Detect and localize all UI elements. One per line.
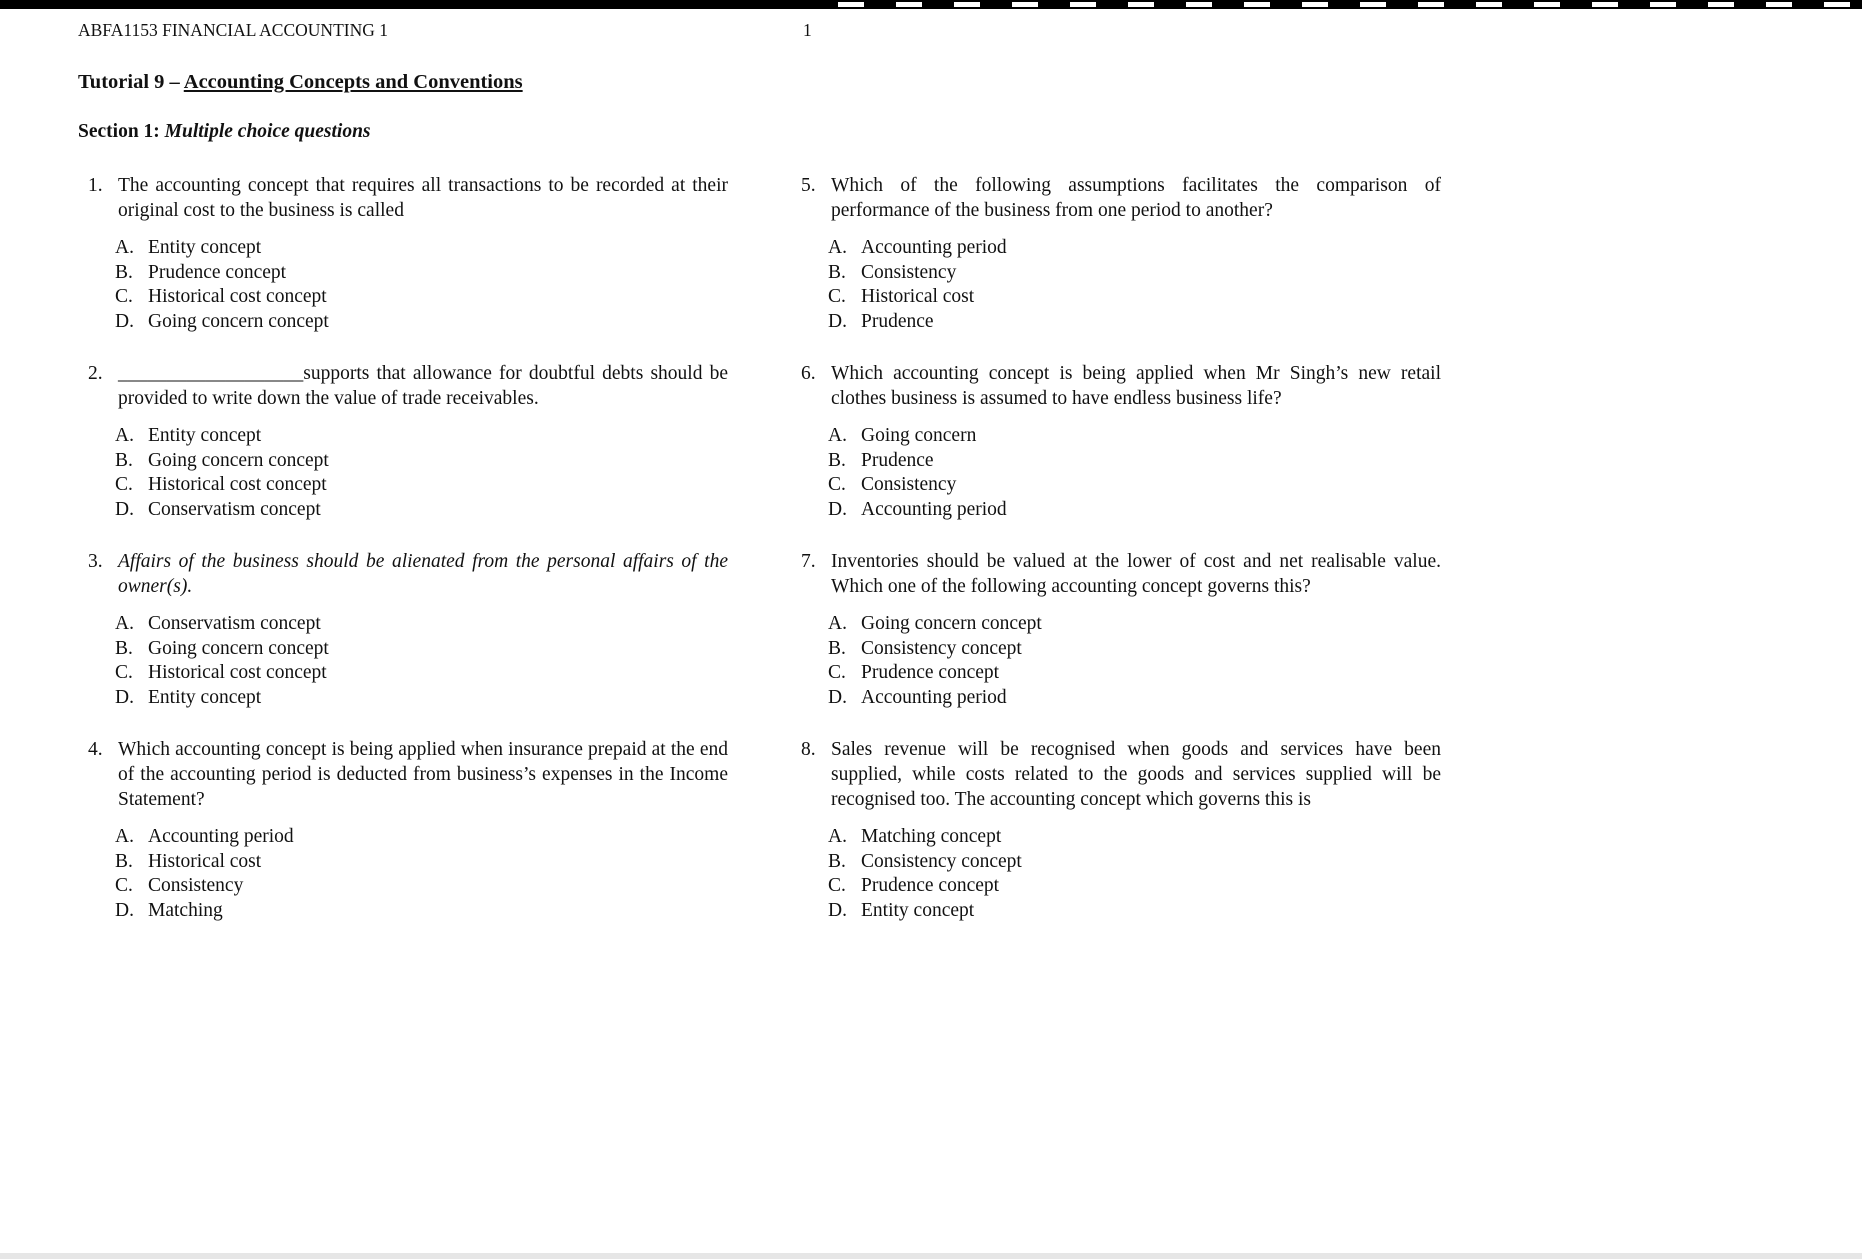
option-letter: B. <box>115 449 133 471</box>
option <box>115 686 728 711</box>
option-letter: C. <box>828 474 846 495</box>
question-text: Inventories should be valued at the lower of cost and net realisable value. Which one of the following accounting concept governs this? <box>831 551 1441 597</box>
question-8 <box>801 737 1441 923</box>
option-text: Prudence concept <box>861 875 1000 896</box>
page-bottom-edge <box>0 1253 1862 1259</box>
option <box>115 424 728 449</box>
option <box>828 874 1441 899</box>
option-letter: B. <box>115 637 133 659</box>
option-letter: C. <box>828 286 846 307</box>
option-text: Prudence <box>861 310 934 332</box>
question-number: 2. <box>88 363 103 384</box>
option-letter: A. <box>828 237 847 258</box>
option-letter: D. <box>115 310 134 332</box>
options-list <box>828 825 1441 923</box>
option-letter: D. <box>115 899 134 921</box>
option <box>115 285 728 310</box>
question-2 <box>88 361 728 522</box>
option-text: Matching concept <box>861 826 1002 847</box>
option-text: Prudence concept <box>148 261 287 283</box>
option-text: Consistency <box>861 261 957 283</box>
option-text: Matching <box>148 899 223 921</box>
question-4 <box>88 737 728 923</box>
option-letter: C. <box>115 662 133 683</box>
question-text: Which accounting concept is being applied when Mr Singh’s new retail clothes business is assumed to have endless business life? <box>831 363 1441 409</box>
question-text: ___________________supports that allowance for doubtful debts should be provided to write down the value of trade receivables. <box>118 363 728 409</box>
option <box>115 498 728 523</box>
option-text: Going concern concept <box>861 613 1042 634</box>
option-text: Consistency concept <box>861 850 1022 872</box>
question-number: 3. <box>88 551 103 572</box>
option <box>828 473 1441 498</box>
option-text: Prudence concept <box>861 662 1000 683</box>
option-letter: D. <box>828 899 847 921</box>
option-text: Historical cost concept <box>148 474 327 495</box>
question-text: Sales revenue will be recognised when goods and services have been supplied, while costs related to the goods and services supplied will be recognised too. The accounting concept which governs this is <box>831 739 1441 810</box>
option <box>115 850 728 875</box>
question-number: 5. <box>801 175 816 196</box>
option-text: Entity concept <box>148 237 262 258</box>
options-list <box>115 825 728 923</box>
option-letter: C. <box>115 286 133 307</box>
question-text: The accounting concept that requires all transactions to be recorded at their original cost to the business is called <box>118 175 728 221</box>
option <box>828 424 1441 449</box>
options-list <box>828 612 1441 710</box>
option <box>115 899 728 924</box>
option <box>828 285 1441 310</box>
options-list <box>115 424 728 522</box>
question-1 <box>88 173 728 334</box>
option-letter: B. <box>828 449 846 471</box>
title-prefix: Tutorial 9 – <box>78 71 184 93</box>
section-subtitle: Multiple choice questions <box>164 121 371 142</box>
option <box>828 686 1441 711</box>
question-3 <box>88 549 728 710</box>
option-text: Going concern concept <box>148 637 329 659</box>
option <box>828 612 1441 637</box>
questions-right-column <box>801 173 1441 950</box>
option-text: Historical cost concept <box>148 286 327 307</box>
question-text: Which of the following assumptions facilitates the comparison of performance of the business from one period to another? <box>831 175 1441 221</box>
option-letter: C. <box>828 875 846 896</box>
option-letter: A. <box>115 613 134 634</box>
question-number: 6. <box>801 363 816 384</box>
option-text: Entity concept <box>861 899 975 921</box>
question-number: 7. <box>801 551 816 572</box>
option-letter: C. <box>115 474 133 495</box>
questions-columns <box>88 173 1862 950</box>
question-text: Which accounting concept is being applied when insurance prepaid at the end of the accounting period is deducted from business’s expenses in the Income Statement? <box>118 739 728 810</box>
option-text: Conservatism concept <box>148 613 321 634</box>
option-text: Conservatism concept <box>148 498 321 520</box>
option-text: Historical cost <box>861 286 975 307</box>
question-number: 4. <box>88 739 103 760</box>
option <box>115 874 728 899</box>
option-text: Entity concept <box>148 425 262 446</box>
option <box>115 310 728 335</box>
option <box>115 449 728 474</box>
section-prefix: Section 1: <box>78 121 165 142</box>
option-letter: B. <box>115 850 133 872</box>
question-number: 8. <box>801 739 816 760</box>
option <box>828 825 1441 850</box>
course-code: ABFA1153 FINANCIAL ACCOUNTING 1 <box>78 20 388 40</box>
option <box>828 449 1441 474</box>
option-text: Accounting period <box>861 686 1007 708</box>
option-letter: D. <box>828 310 847 332</box>
option <box>115 236 728 261</box>
options-list <box>115 236 728 334</box>
option-letter: A. <box>828 826 847 847</box>
option-letter: D. <box>828 686 847 708</box>
option-text: Going concern concept <box>148 310 329 332</box>
section-heading <box>78 121 1862 143</box>
document-title <box>78 71 1862 94</box>
option <box>115 825 728 850</box>
option-letter: B. <box>115 261 133 283</box>
option <box>115 612 728 637</box>
page-number: 1 <box>803 20 812 40</box>
option-text: Consistency <box>861 474 957 495</box>
option-letter: D. <box>828 498 847 520</box>
option-letter: B. <box>828 261 846 283</box>
question-6 <box>801 361 1441 522</box>
option-letter: C. <box>115 875 133 896</box>
options-list <box>828 424 1441 522</box>
title-underlined: Accounting Concepts and Conventions <box>183 71 523 93</box>
option <box>828 310 1441 335</box>
option <box>828 637 1441 662</box>
option-text: Consistency <box>148 875 244 896</box>
question-7 <box>801 549 1441 710</box>
question-text: Affairs of the business should be alienated from the personal affairs of the owner(s). <box>118 551 728 597</box>
option-text: Consistency concept <box>861 637 1022 659</box>
option-text: Prudence <box>861 449 934 471</box>
option-text: Going concern <box>861 425 977 446</box>
option <box>115 637 728 662</box>
option-letter: D. <box>115 686 134 708</box>
option-letter: A. <box>115 237 134 258</box>
option-letter: C. <box>828 662 846 683</box>
option-letter: B. <box>828 850 846 872</box>
option <box>828 850 1441 875</box>
option-letter: D. <box>115 498 134 520</box>
option-text: Accounting period <box>861 237 1007 258</box>
option-text: Accounting period <box>148 826 294 847</box>
page-header <box>0 0 1862 41</box>
option-text: Historical cost concept <box>148 662 327 683</box>
option <box>115 473 728 498</box>
option-text: Historical cost <box>148 850 262 872</box>
question-5 <box>801 173 1441 334</box>
question-number: 1. <box>88 175 103 196</box>
option <box>115 261 728 286</box>
options-list <box>828 236 1441 334</box>
option <box>828 236 1441 261</box>
option-letter: B. <box>828 637 846 659</box>
option <box>828 261 1441 286</box>
option <box>828 899 1441 924</box>
option-text: Accounting period <box>861 498 1007 520</box>
option-text: Entity concept <box>148 686 262 708</box>
option-letter: A. <box>828 613 847 634</box>
option <box>828 661 1441 686</box>
option <box>828 498 1441 523</box>
option-text: Going concern concept <box>148 449 329 471</box>
option-letter: A. <box>115 425 134 446</box>
questions-left-column <box>88 173 728 950</box>
option <box>115 661 728 686</box>
option-letter: A. <box>828 425 847 446</box>
options-list <box>115 612 728 710</box>
option-letter: A. <box>115 826 134 847</box>
